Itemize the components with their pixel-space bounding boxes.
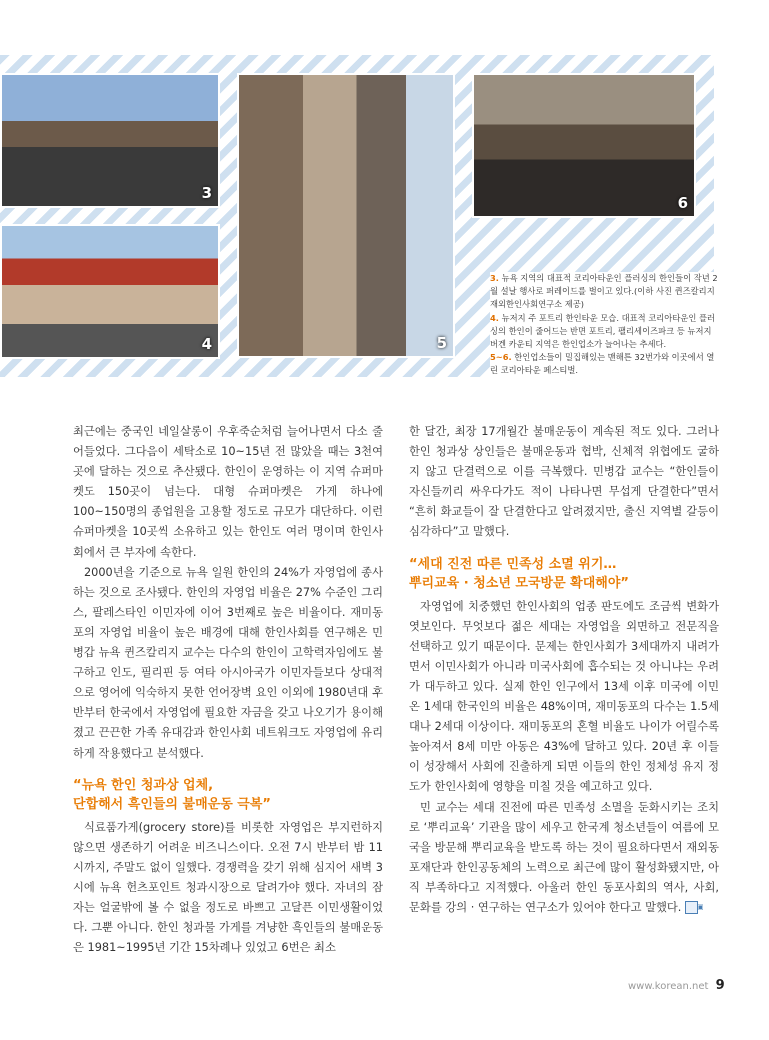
- article-column-left: [73, 422, 383, 958]
- photo-fort-lee-koreatown: [0, 224, 220, 359]
- page-footer: [628, 978, 725, 993]
- caption-item: 5~6. 한인업소들이 밀집해있는 맨해튼 32번가와 이곳에서 열린 코리아타운 페스티벌.: [490, 352, 715, 376]
- paragraph: 최근에는 중국인 네일살롱이 우후죽순처럼 늘어나면서 다소 줄어들었다. 그다음이 세탁소로 10~15년 전 많았을 때는 3천여 곳에 달하는 것으로 추산됐다. 한인이 운영하는 이 지역 슈퍼마켓도 150곳이 넘는다. 대형 슈퍼마켓은 가게 하나에 100~150명의 종업원을 고용할 정도로 규모가 대단하다. 이런 슈퍼마켓을 10곳씩 소유하고 있는 한인도 여러 명이며 한인사회에서 큰 부자에 속한다.: [73, 425, 383, 559]
- photo-caption: [490, 272, 720, 378]
- paragraph: 자영업에 치중했던 한인사회의 업종 판도에도 조금씩 변화가 엿보인다. 무엇보다 젊은 세대는 자영업을 외면하고 전문직을 선택하고 있기 때문이다. 문제는 한인사회가 3세대까지 내려가면서 이민사회가 아니라 미국사회에 흡수되는 것 아니냐는 우려가 대두하고 있다. 실제 한인 인구에서 13세 이후 미국에 이민 온 1세대 한국인의 비율은 48%이며, 재미동포의 다수는 1.5세대나 2세대 이상이다. 재미동포의 혼혈 비율도 나이가 어릴수록 높아져서 8세 미만 아동은 43%에 달하고 있다. 20년 후 이들이 성장해서 사회에 진출하게 되면 이들의 한인 정체성 유지 정도가 한인사회에 영향을 미칠 것을 예고하고 있다.: [409, 599, 719, 794]
- section-heading: “세대 진전 따른 민족성 소멸 위기… 뿌리교육 · 청소년 모국방문 확대해야”: [409, 556, 629, 591]
- photo-koreatown-festival: [472, 73, 696, 218]
- caption-item: 3. 뉴욕 지역의 대표적 코리아타운인 플러싱의 한인들이 작년 2월 설날 행사로 퍼레이드를 벌이고 있다.(이하 사진 퀸즈칼리지 재외한인사회연구소 제공): [490, 273, 718, 310]
- page-number: 9: [715, 978, 725, 993]
- paragraph: 한 달간, 최장 17개월간 불매운동이 계속된 적도 있다. 그러나 한인 청과상 상인들은 불매운동과 협박, 신체적 위협에도 굴하지 않고 단결력으로 이를 극복했다. 민병갑 교수는 “한인들이 자신들끼리 싸우다가도 적이 나타나면 무섭게 단결한다”면서 “흔히 화교들이 잘 단결한다고 알려졌지만, 출신 지역별 갈등이 심각하다”고 말했다.: [409, 425, 719, 539]
- article-column-right: [409, 422, 719, 918]
- section-heading: “뉴욕 한인 청과상 업체, 단합해서 흑인들의 불매운동 극복”: [73, 777, 271, 812]
- footer-url: www.korean.net: [628, 981, 709, 992]
- paragraph: 2000년을 기준으로 뉴욕 일원 한인의 24%가 자영업에 종사하는 것으로 조사됐다. 한인의 자영업 비율은 27% 수준인 그리스, 팔레스타인 이민자에 이어 3번째로 높은 비율이다. 재미동포의 자영업 비율이 높은 배경에 대해 한인사회를 연구해온 민병갑 뉴욕 퀸즈칼리지 교수는 다수의 한인이 고학력자임에도 불구하고 인도, 필리핀 등 여타 아시아국가 이민자들보다 상대적으로 영어에 익숙하지 못한 언어장벽 요인 이외에 1980년대 후반부터 한국에서 자영업에 필요한 자금을 갖고 나오기가 용이해졌고 끈끈한 가족 유대감과 한인사회 네트워크도 자영업에 유리하게 작용했다고 분석했다.: [73, 565, 383, 760]
- caption-item: 4. 뉴저지 주 포트리 한인타운 모습. 대표적 코리아타운인 플러싱의 한인이 줄어드는 반면 포트리, 팰리세이즈파크 등 뉴저지 버겐 카운티 지역은 한인업소가 늘어나는 추세다.: [490, 312, 716, 350]
- paragraph: 식료품가게(grocery store)를 비롯한 자영업은 부지런하지 않으면 생존하기 어려운 비즈니스이다. 오전 7시 반부터 밤 11시까지, 주말도 없이 일했다. 경쟁력을 갖기 위해 심지어 새벽 3시에 뉴욕 헌츠포인트 청과시장으로 달려가야 했다. 자녀의 잠자는 얼굴밖에 볼 수 없을 정도로 바쁘고 고달픈 이민생활이었다. 그뿐 아니다. 한인 청과물 가게를 겨냥한 흑인들의 불매운동은 1981~1995년 기간 15차례나 있었고 6번은 최소: [73, 820, 383, 955]
- photo-number: 4: [201, 335, 212, 353]
- photo-number: 6: [677, 194, 688, 212]
- paragraph: 민 교수는 세대 진전에 따른 민족성 소멸을 둔화시키는 조치로 ‘뿌리교육’ 기관을 많이 세우고 한국계 청소년들이 여름에 모국을 방문해 뿌리교육을 받도록 하는 것이 필요하다면서 재외동포재단과 한인공동체의 노력으로 최근에 많이 활성화됐지만, 아직 부족하다고 지적했다. 아울러 한인 동포사회의 역사, 사회, 문화를 강의 · 연구하는 연구소가 있어야 한다고 말했다. ▣: [409, 800, 719, 914]
- photo-number: 3: [201, 184, 212, 202]
- photo-manhattan-32nd-street: [237, 73, 455, 358]
- photo-number: 5: [436, 334, 447, 352]
- photo-flushing-parade: [0, 73, 220, 208]
- end-mark-icon: ▣: [685, 901, 698, 914]
